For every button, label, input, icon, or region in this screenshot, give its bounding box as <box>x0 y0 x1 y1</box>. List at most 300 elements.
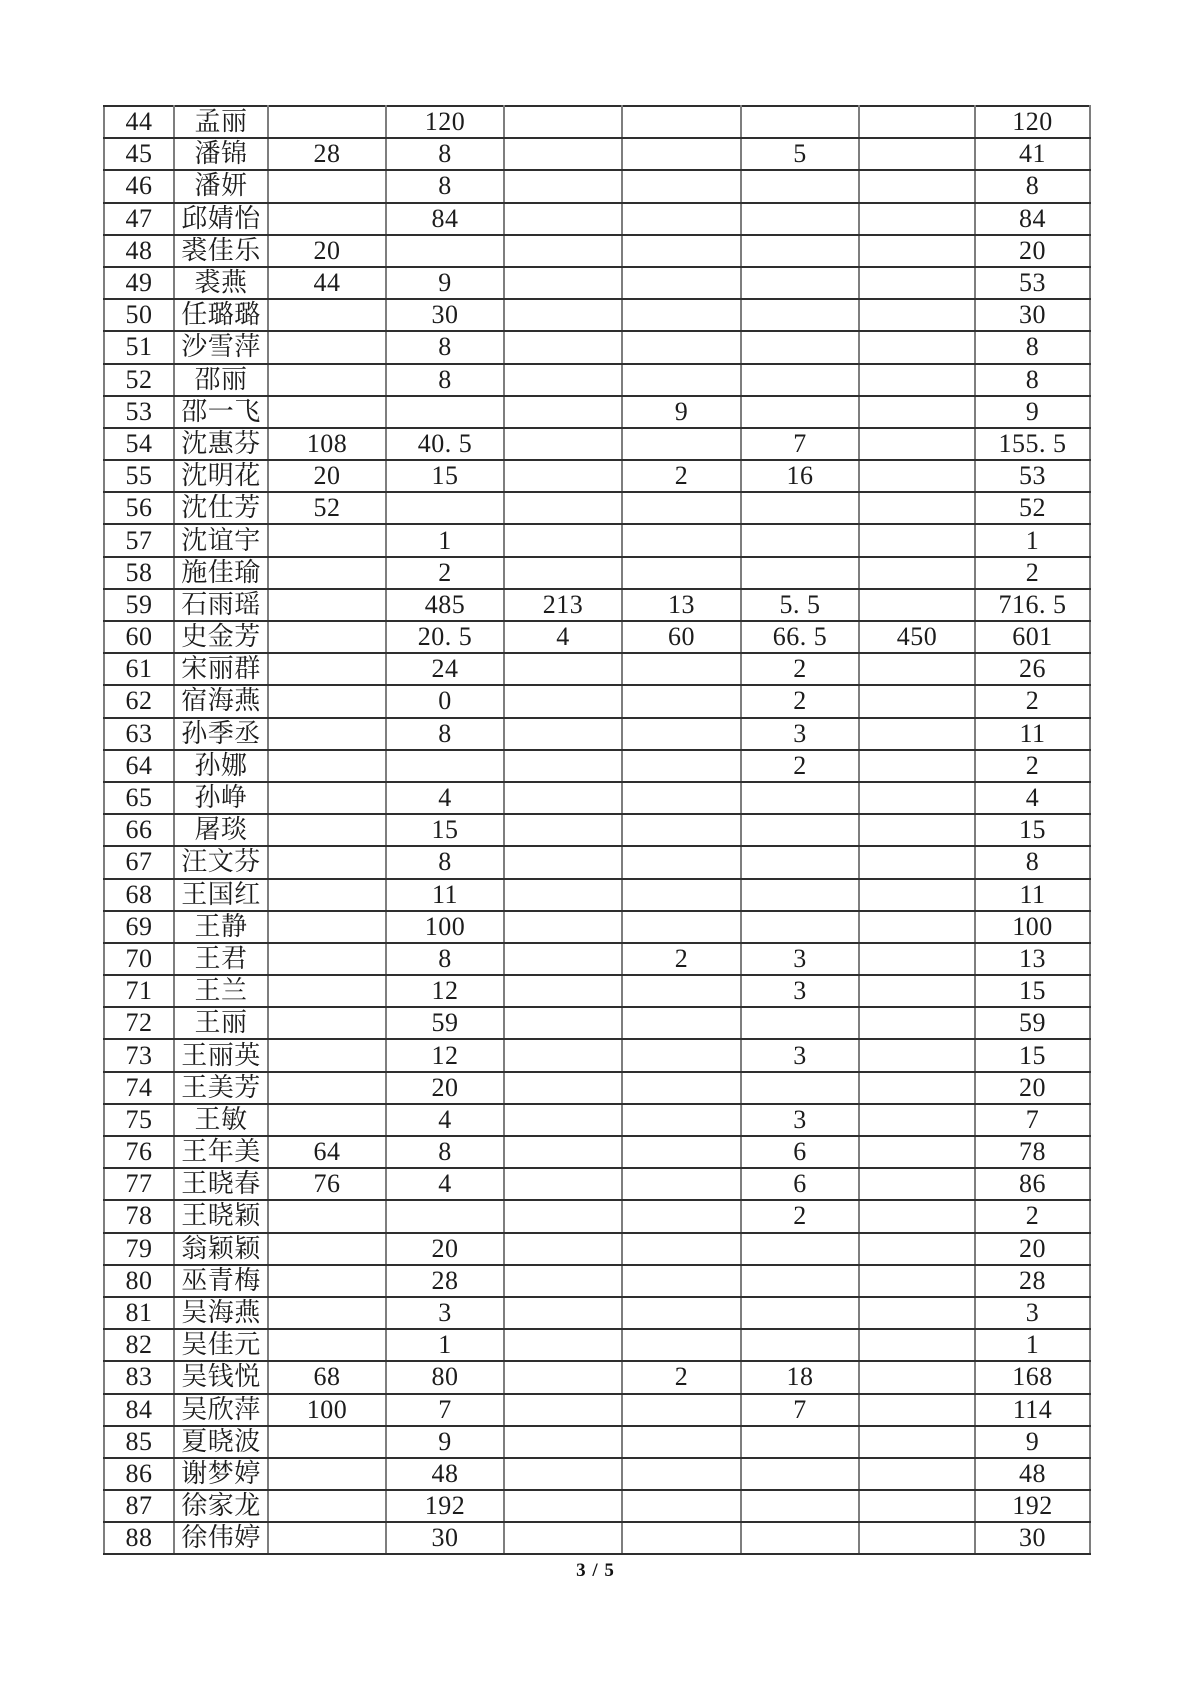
cell-col-6 <box>859 267 975 299</box>
cell-col-1 <box>268 1522 386 1554</box>
cell-name: 屠琰 <box>174 814 268 846</box>
cell-col-2: 8 <box>386 718 504 750</box>
cell-col-4 <box>622 1136 741 1168</box>
cell-col-5 <box>741 1072 859 1104</box>
cell-col-2: 485 <box>386 589 504 621</box>
cell-name: 夏晓波 <box>174 1426 268 1458</box>
cell-row-number: 44 <box>104 106 174 138</box>
cell-col-6 <box>859 782 975 814</box>
cell-col-3 <box>504 138 622 170</box>
cell-col-3 <box>504 557 622 589</box>
table-row <box>104 1490 1090 1522</box>
table-row <box>104 1072 1090 1104</box>
cell-row-total: 8 <box>975 364 1090 396</box>
table-row <box>104 1007 1090 1039</box>
table-row <box>104 1297 1090 1329</box>
cell-row-number: 79 <box>104 1233 174 1265</box>
cell-col-2: 12 <box>386 1039 504 1071</box>
cell-col-3 <box>504 1072 622 1104</box>
cell-col-6 <box>859 331 975 363</box>
cell-row-total: 3 <box>975 1297 1090 1329</box>
cell-col-5: 6 <box>741 1168 859 1200</box>
table-row <box>104 718 1090 750</box>
cell-row-number: 68 <box>104 879 174 911</box>
table-row <box>104 1233 1090 1265</box>
cell-row-total: 30 <box>975 299 1090 331</box>
cell-row-number: 83 <box>104 1361 174 1393</box>
cell-row-number: 67 <box>104 846 174 878</box>
cell-col-2: 59 <box>386 1007 504 1039</box>
cell-col-2: 40. 5 <box>386 428 504 460</box>
cell-col-4 <box>622 524 741 556</box>
cell-col-1: 52 <box>268 492 386 524</box>
cell-col-4 <box>622 492 741 524</box>
cell-col-4 <box>622 685 741 717</box>
cell-col-1 <box>268 621 386 653</box>
cell-col-3 <box>504 846 622 878</box>
cell-name: 王晓颖 <box>174 1200 268 1232</box>
cell-col-3 <box>504 1297 622 1329</box>
cell-row-number: 62 <box>104 685 174 717</box>
cell-col-3 <box>504 782 622 814</box>
cell-col-5: 5 <box>741 138 859 170</box>
cell-col-4 <box>622 1394 741 1426</box>
cell-col-6 <box>859 814 975 846</box>
cell-row-total: 168 <box>975 1361 1090 1393</box>
cell-name: 王国红 <box>174 879 268 911</box>
cell-col-6 <box>859 1072 975 1104</box>
cell-row-total: 13 <box>975 943 1090 975</box>
cell-row-number: 82 <box>104 1329 174 1361</box>
cell-name: 邵一飞 <box>174 396 268 428</box>
cell-row-number: 74 <box>104 1072 174 1104</box>
cell-name: 王兰 <box>174 975 268 1007</box>
cell-col-1 <box>268 1329 386 1361</box>
cell-row-total: 2 <box>975 557 1090 589</box>
table-row <box>104 943 1090 975</box>
cell-col-1: 100 <box>268 1394 386 1426</box>
cell-col-4 <box>622 203 741 235</box>
data-table <box>103 105 1091 1555</box>
cell-row-number: 86 <box>104 1458 174 1490</box>
cell-row-total: 28 <box>975 1265 1090 1297</box>
cell-col-1: 108 <box>268 428 386 460</box>
cell-row-number: 48 <box>104 235 174 267</box>
table-row <box>104 911 1090 943</box>
cell-col-4 <box>622 1072 741 1104</box>
table-row <box>104 589 1090 621</box>
cell-name: 施佳瑜 <box>174 557 268 589</box>
cell-col-6 <box>859 653 975 685</box>
cell-col-6 <box>859 170 975 202</box>
cell-col-3 <box>504 653 622 685</box>
cell-col-1 <box>268 718 386 750</box>
cell-col-4 <box>622 718 741 750</box>
table-row <box>104 1136 1090 1168</box>
table-row <box>104 492 1090 524</box>
cell-col-2: 20 <box>386 1072 504 1104</box>
cell-col-6 <box>859 1361 975 1393</box>
cell-col-6 <box>859 1007 975 1039</box>
cell-name: 孙峥 <box>174 782 268 814</box>
cell-col-3 <box>504 1265 622 1297</box>
cell-col-1: 20 <box>268 460 386 492</box>
cell-col-1 <box>268 203 386 235</box>
table-row <box>104 524 1090 556</box>
cell-col-6 <box>859 1394 975 1426</box>
cell-col-2: 4 <box>386 1168 504 1200</box>
cell-col-1 <box>268 846 386 878</box>
table-row <box>104 1522 1090 1554</box>
cell-row-number: 87 <box>104 1490 174 1522</box>
cell-col-2: 4 <box>386 782 504 814</box>
cell-col-2: 48 <box>386 1458 504 1490</box>
cell-row-number: 58 <box>104 557 174 589</box>
cell-row-total: 48 <box>975 1458 1090 1490</box>
cell-col-6 <box>859 364 975 396</box>
cell-row-total: 120 <box>975 106 1090 138</box>
cell-col-5 <box>741 1522 859 1554</box>
cell-col-5: 66. 5 <box>741 621 859 653</box>
cell-col-5 <box>741 267 859 299</box>
cell-col-2: 1 <box>386 1329 504 1361</box>
cell-col-6 <box>859 911 975 943</box>
table-body <box>104 106 1090 1554</box>
cell-col-1 <box>268 1297 386 1329</box>
cell-col-2: 15 <box>386 814 504 846</box>
cell-row-number: 51 <box>104 331 174 363</box>
cell-col-1 <box>268 1490 386 1522</box>
cell-col-3 <box>504 1426 622 1458</box>
cell-row-number: 45 <box>104 138 174 170</box>
cell-col-1: 44 <box>268 267 386 299</box>
cell-col-3 <box>504 1329 622 1361</box>
cell-col-4 <box>622 1233 741 1265</box>
cell-col-5 <box>741 1297 859 1329</box>
cell-col-3 <box>504 1458 622 1490</box>
cell-col-4: 60 <box>622 621 741 653</box>
cell-col-5 <box>741 1426 859 1458</box>
cell-col-2: 2 <box>386 557 504 589</box>
cell-name: 孟丽 <box>174 106 268 138</box>
cell-col-5 <box>741 235 859 267</box>
cell-col-2: 8 <box>386 364 504 396</box>
cell-col-6 <box>859 235 975 267</box>
cell-name: 汪文芬 <box>174 846 268 878</box>
cell-col-6 <box>859 589 975 621</box>
cell-col-4 <box>622 750 741 782</box>
cell-col-5 <box>741 846 859 878</box>
cell-row-total: 9 <box>975 396 1090 428</box>
cell-col-4: 13 <box>622 589 741 621</box>
cell-col-3 <box>504 943 622 975</box>
cell-row-number: 73 <box>104 1039 174 1071</box>
cell-col-5 <box>741 814 859 846</box>
cell-row-number: 53 <box>104 396 174 428</box>
table-row <box>104 814 1090 846</box>
cell-name: 裘佳乐 <box>174 235 268 267</box>
cell-col-1 <box>268 1072 386 1104</box>
cell-col-3 <box>504 1168 622 1200</box>
cell-row-number: 66 <box>104 814 174 846</box>
cell-col-1 <box>268 1426 386 1458</box>
cell-name: 巫青梅 <box>174 1265 268 1297</box>
cell-col-5: 6 <box>741 1136 859 1168</box>
table-row <box>104 299 1090 331</box>
cell-col-3 <box>504 1104 622 1136</box>
cell-col-1 <box>268 1007 386 1039</box>
cell-row-total: 100 <box>975 911 1090 943</box>
cell-row-number: 61 <box>104 653 174 685</box>
cell-col-4 <box>622 235 741 267</box>
cell-col-1 <box>268 1039 386 1071</box>
table-row <box>104 460 1090 492</box>
cell-col-5: 3 <box>741 1104 859 1136</box>
cell-row-number: 57 <box>104 524 174 556</box>
cell-col-4 <box>622 846 741 878</box>
cell-col-4 <box>622 170 741 202</box>
cell-name: 邱婧怡 <box>174 203 268 235</box>
cell-col-3 <box>504 460 622 492</box>
cell-col-5 <box>741 203 859 235</box>
cell-col-6 <box>859 1490 975 1522</box>
table-row <box>104 364 1090 396</box>
cell-row-total: 53 <box>975 460 1090 492</box>
cell-col-3 <box>504 879 622 911</box>
cell-col-4 <box>622 911 741 943</box>
cell-col-6 <box>859 1039 975 1071</box>
cell-row-number: 55 <box>104 460 174 492</box>
cell-col-4 <box>622 1426 741 1458</box>
cell-col-5 <box>741 364 859 396</box>
cell-col-6 <box>859 1297 975 1329</box>
cell-row-total: 155. 5 <box>975 428 1090 460</box>
cell-col-5 <box>741 1007 859 1039</box>
cell-col-3 <box>504 106 622 138</box>
cell-col-6 <box>859 1265 975 1297</box>
cell-col-5: 7 <box>741 1394 859 1426</box>
cell-col-5 <box>741 1265 859 1297</box>
cell-row-number: 63 <box>104 718 174 750</box>
cell-row-total: 52 <box>975 492 1090 524</box>
cell-row-number: 50 <box>104 299 174 331</box>
cell-col-1 <box>268 1458 386 1490</box>
page-number: 3 / 5 <box>576 1560 615 1581</box>
cell-row-total: 30 <box>975 1522 1090 1554</box>
cell-col-4 <box>622 1200 741 1232</box>
cell-row-total: 15 <box>975 814 1090 846</box>
cell-col-6 <box>859 524 975 556</box>
cell-col-6 <box>859 428 975 460</box>
cell-name: 宋丽群 <box>174 653 268 685</box>
cell-col-4 <box>622 1039 741 1071</box>
cell-col-3 <box>504 1233 622 1265</box>
cell-col-4: 9 <box>622 396 741 428</box>
cell-row-total: 4 <box>975 782 1090 814</box>
table-row <box>104 782 1090 814</box>
cell-row-total: 41 <box>975 138 1090 170</box>
cell-col-3 <box>504 267 622 299</box>
cell-col-5: 18 <box>741 1361 859 1393</box>
cell-col-5 <box>741 492 859 524</box>
cell-col-3 <box>504 1200 622 1232</box>
cell-row-total: 20 <box>975 1233 1090 1265</box>
cell-col-5 <box>741 557 859 589</box>
cell-col-3 <box>504 975 622 1007</box>
cell-col-2: 8 <box>386 846 504 878</box>
cell-col-6 <box>859 1200 975 1232</box>
cell-col-3 <box>504 524 622 556</box>
cell-col-1 <box>268 782 386 814</box>
cell-name: 沙雪萍 <box>174 331 268 363</box>
cell-col-1: 28 <box>268 138 386 170</box>
cell-name: 王年美 <box>174 1136 268 1168</box>
cell-col-3 <box>504 235 622 267</box>
cell-col-6 <box>859 879 975 911</box>
cell-row-total: 11 <box>975 718 1090 750</box>
cell-col-4 <box>622 557 741 589</box>
cell-col-6 <box>859 975 975 1007</box>
cell-col-6 <box>859 1522 975 1554</box>
cell-col-4 <box>622 1458 741 1490</box>
cell-row-number: 72 <box>104 1007 174 1039</box>
cell-name: 王美芳 <box>174 1072 268 1104</box>
table-row <box>104 106 1090 138</box>
cell-col-2: 4 <box>386 1104 504 1136</box>
cell-row-total: 192 <box>975 1490 1090 1522</box>
cell-name: 裘燕 <box>174 267 268 299</box>
table-row <box>104 975 1090 1007</box>
cell-col-2: 8 <box>386 1136 504 1168</box>
cell-name: 翁颖颖 <box>174 1233 268 1265</box>
cell-col-2: 7 <box>386 1394 504 1426</box>
cell-row-number: 80 <box>104 1265 174 1297</box>
cell-col-2: 8 <box>386 331 504 363</box>
cell-row-number: 71 <box>104 975 174 1007</box>
cell-row-total: 20 <box>975 1072 1090 1104</box>
cell-col-1 <box>268 299 386 331</box>
table-row <box>104 750 1090 782</box>
cell-row-total: 8 <box>975 846 1090 878</box>
cell-col-1 <box>268 685 386 717</box>
cell-col-2: 15 <box>386 460 504 492</box>
cell-col-4 <box>622 1168 741 1200</box>
cell-col-5: 16 <box>741 460 859 492</box>
cell-row-number: 78 <box>104 1200 174 1232</box>
cell-col-5: 5. 5 <box>741 589 859 621</box>
cell-col-1 <box>268 1104 386 1136</box>
cell-col-3 <box>504 1007 622 1039</box>
cell-col-2: 9 <box>386 267 504 299</box>
cell-col-1 <box>268 170 386 202</box>
cell-col-1 <box>268 975 386 1007</box>
cell-name: 宿海燕 <box>174 685 268 717</box>
table-row <box>104 1361 1090 1393</box>
table-row <box>104 203 1090 235</box>
cell-row-total: 78 <box>975 1136 1090 1168</box>
cell-col-5 <box>741 396 859 428</box>
cell-col-2: 100 <box>386 911 504 943</box>
cell-col-6 <box>859 492 975 524</box>
cell-col-5 <box>741 106 859 138</box>
cell-col-4 <box>622 267 741 299</box>
cell-col-5 <box>741 1233 859 1265</box>
cell-row-total: 2 <box>975 1200 1090 1232</box>
cell-col-4 <box>622 364 741 396</box>
cell-col-2: 11 <box>386 879 504 911</box>
cell-col-4 <box>622 879 741 911</box>
table-row <box>104 685 1090 717</box>
table-row <box>104 879 1090 911</box>
cell-col-5: 3 <box>741 943 859 975</box>
cell-name: 吴海燕 <box>174 1297 268 1329</box>
cell-col-4 <box>622 1007 741 1039</box>
table-row <box>104 557 1090 589</box>
table-row <box>104 1039 1090 1071</box>
cell-col-3 <box>504 364 622 396</box>
cell-row-number: 56 <box>104 492 174 524</box>
cell-row-number: 77 <box>104 1168 174 1200</box>
cell-col-4 <box>622 1329 741 1361</box>
table-row <box>104 331 1090 363</box>
cell-col-4: 2 <box>622 1361 741 1393</box>
table-row <box>104 1200 1090 1232</box>
cell-row-number: 54 <box>104 428 174 460</box>
cell-row-total: 601 <box>975 621 1090 653</box>
cell-col-4 <box>622 1490 741 1522</box>
cell-col-6 <box>859 1329 975 1361</box>
cell-name: 石雨瑶 <box>174 589 268 621</box>
cell-col-1 <box>268 524 386 556</box>
cell-col-1 <box>268 1200 386 1232</box>
cell-col-3 <box>504 911 622 943</box>
cell-col-5: 7 <box>741 428 859 460</box>
table-row <box>104 621 1090 653</box>
table-row <box>104 138 1090 170</box>
cell-col-2: 80 <box>386 1361 504 1393</box>
cell-col-3 <box>504 1522 622 1554</box>
cell-col-2: 8 <box>386 943 504 975</box>
cell-col-3 <box>504 1490 622 1522</box>
cell-col-4 <box>622 1104 741 1136</box>
cell-row-number: 65 <box>104 782 174 814</box>
cell-col-2: 0 <box>386 685 504 717</box>
cell-name: 史金芳 <box>174 621 268 653</box>
cell-row-number: 70 <box>104 943 174 975</box>
cell-col-4 <box>622 331 741 363</box>
cell-col-2: 1 <box>386 524 504 556</box>
cell-col-6 <box>859 943 975 975</box>
table-row <box>104 1265 1090 1297</box>
cell-col-5 <box>741 1458 859 1490</box>
cell-row-total: 86 <box>975 1168 1090 1200</box>
cell-col-2: 8 <box>386 138 504 170</box>
table-row <box>104 396 1090 428</box>
cell-col-4 <box>622 1297 741 1329</box>
cell-row-number: 76 <box>104 1136 174 1168</box>
cell-name: 吴欣萍 <box>174 1394 268 1426</box>
cell-col-1 <box>268 1233 386 1265</box>
cell-col-5: 3 <box>741 975 859 1007</box>
cell-col-1 <box>268 331 386 363</box>
cell-col-1 <box>268 814 386 846</box>
cell-col-2: 20. 5 <box>386 621 504 653</box>
cell-col-2 <box>386 750 504 782</box>
cell-col-3 <box>504 492 622 524</box>
table-row <box>104 1104 1090 1136</box>
cell-name: 王敏 <box>174 1104 268 1136</box>
cell-col-4 <box>622 1522 741 1554</box>
